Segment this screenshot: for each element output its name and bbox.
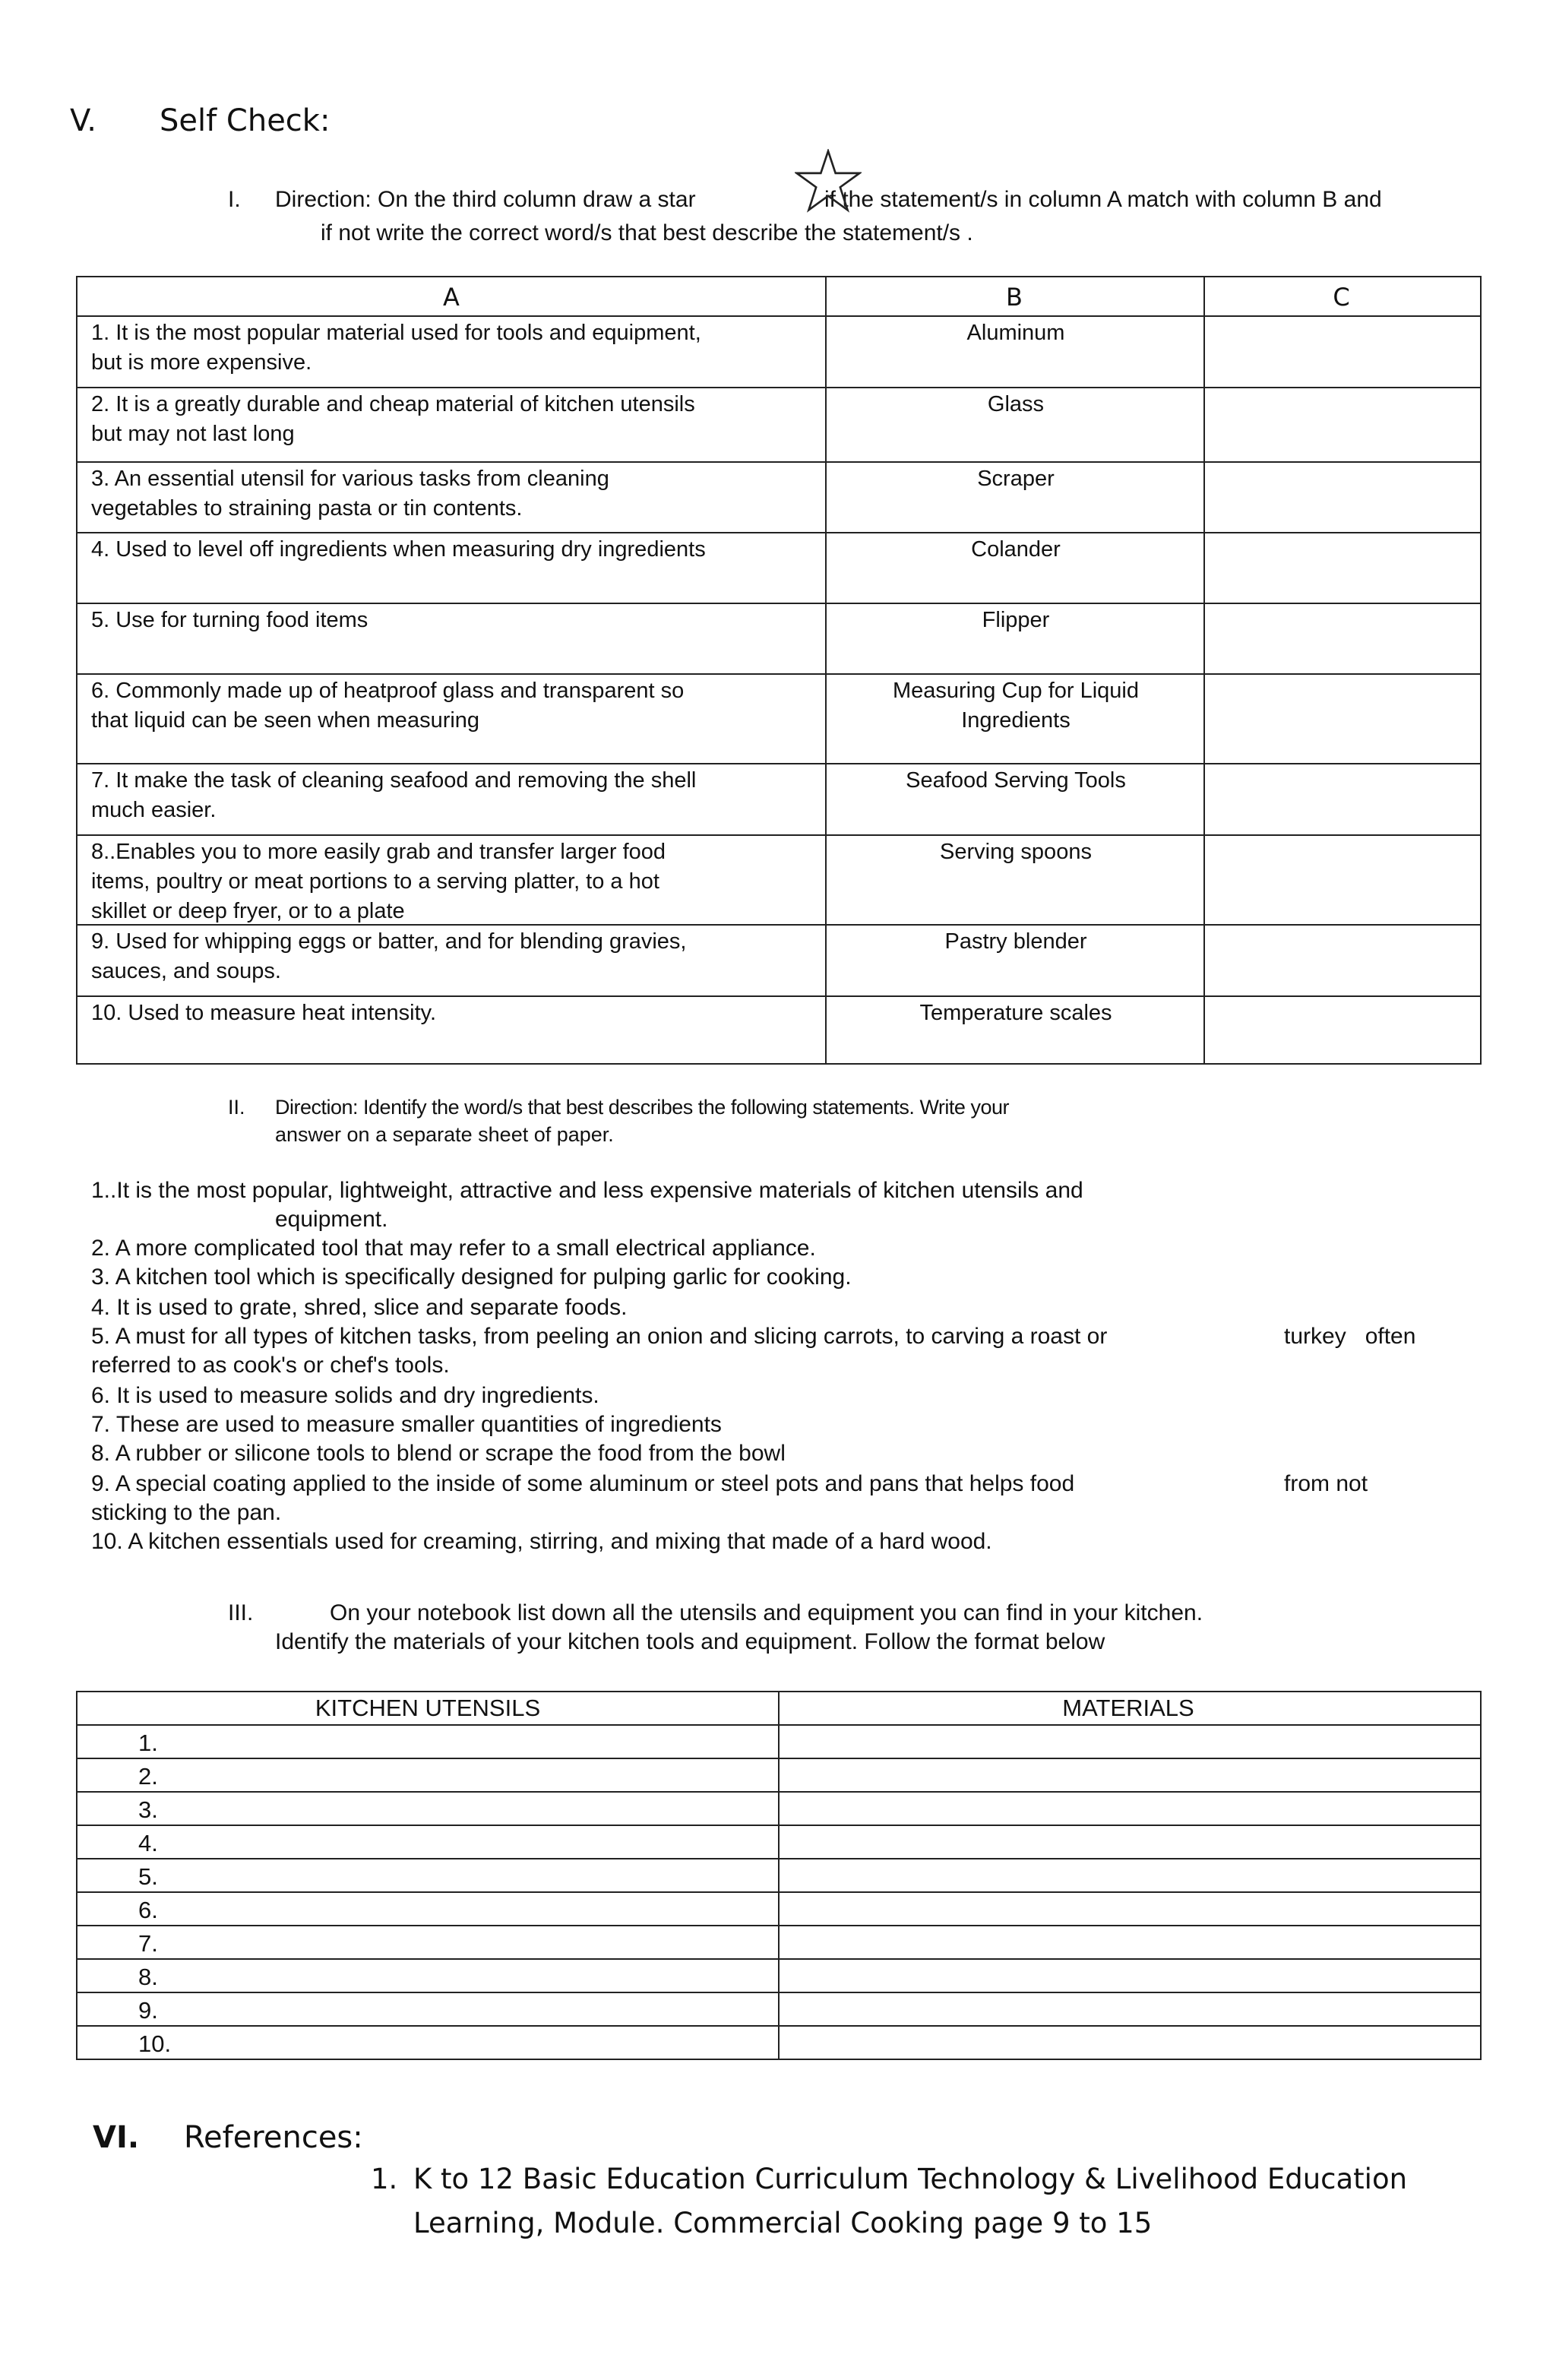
section-v-title: Self Check: <box>160 103 330 138</box>
part3-direction-line1: On your notebook list down all the utensils and equipment you can find in your kitchen. <box>330 1600 1203 1625</box>
table-row <box>77 1826 1480 1859</box>
answer-cell: Aluminum <box>966 321 1065 345</box>
table-row <box>77 388 1480 463</box>
question-4: 4. It is used to grate, shred, slice and separate foods. <box>91 1295 628 1320</box>
statement-cell: 3. An essential utensil for various tasks from cleaning vegetables to straining pasta or tin contents. <box>91 467 609 521</box>
row-number: 8. <box>138 1964 158 1990</box>
statement-cell: 2. It is a greatly durable and cheap material of kitchen utensils but may not last long <box>91 392 695 446</box>
part2-direction-line1: Direction: Identify the word/s that best describes the following statements. Write your <box>275 1096 1009 1119</box>
part1-direction-a: Direction: On the third column draw a star <box>275 187 696 212</box>
table-row <box>77 926 1480 997</box>
part1-numeral: I. <box>228 187 241 212</box>
row-number: 6. <box>138 1897 158 1923</box>
statement-cell: 7. It make the task of cleaning seafood and removing the shell much easier. <box>91 768 697 822</box>
answer-cell: Pastry blender <box>944 929 1087 954</box>
row-number: 5. <box>138 1863 158 1890</box>
row-number: 9. <box>138 1997 158 2024</box>
table-row <box>77 1993 1480 2027</box>
materials-header: MATERIALS <box>1062 1695 1194 1721</box>
table-row <box>77 1726 1480 1759</box>
part1-direction-b: if the statement/s in column A match with column B and <box>824 187 1382 212</box>
table-row <box>77 1859 1480 1893</box>
table-row <box>77 1759 1480 1793</box>
statement-cell: 1. It is the most popular material used for tools and equipment, but is more expensive. <box>91 321 701 375</box>
table-row <box>77 764 1480 836</box>
question-6: 6. It is used to measure solids and dry ingredients. <box>91 1383 599 1408</box>
question-2: 2. A more complicated tool that may refer to a small electrical appliance. <box>91 1236 816 1261</box>
matching-table <box>76 276 1482 1065</box>
statement-cell: 10. Used to measure heat intensity. <box>91 1001 437 1025</box>
statement-cell: 5. Use for turning food items <box>91 608 368 632</box>
answer-cell: Scraper <box>977 467 1055 491</box>
table-row <box>77 2027 1480 2060</box>
column-c-header: C <box>1333 283 1350 312</box>
reference-line1: K to 12 Basic Education Curriculum Technology & Livelihood Education <box>413 2163 1408 2195</box>
table-row <box>77 533 1480 604</box>
column-b-header: B <box>1006 283 1023 312</box>
table-row <box>77 463 1480 533</box>
statement-cell: 4. Used to level off ingredients when measuring dry ingredients <box>91 537 706 562</box>
question-9-tail: from not <box>1284 1471 1368 1496</box>
question-1-continued: equipment. <box>275 1207 388 1232</box>
answer-cell: Serving spoons <box>940 840 1092 864</box>
statement-cell: 8..Enables you to more easily grab and transfer larger food items, poultry or meat portions to a serving platter, to a hot skillet or deep fryer, or to a plate <box>91 840 666 923</box>
question-3: 3. A kitchen tool which is specifically designed for pulping garlic for cooking. <box>91 1264 852 1290</box>
answer-cell: Measuring Cup for Liquid Ingredients <box>892 679 1139 733</box>
table-row <box>77 604 1480 675</box>
question-5-continued: referred to as cook's or chef's tools. <box>91 1353 450 1378</box>
question-10: 10. A kitchen essentials used for creaming, stirring, and mixing that made of a hard wood. <box>91 1529 992 1554</box>
statement-cell: 6. Commonly made up of heatproof glass and transparent so that liquid can be seen when measuring <box>91 679 685 733</box>
answer-cell: Seafood Serving Tools <box>906 768 1126 793</box>
star-icon <box>795 149 862 213</box>
utensils-materials-table <box>76 1691 1482 2060</box>
kitchen-utensils-header: KITCHEN UTENSILS <box>315 1695 541 1721</box>
table-row <box>77 1960 1480 1993</box>
question-1: 1..It is the most popular, lightweight, attractive and less expensive materials of kitchen utensils and <box>91 1178 1083 1203</box>
references-title: References: <box>184 2120 363 2155</box>
table-row <box>77 997 1480 1062</box>
section-v-numeral: V. <box>70 103 96 138</box>
table-row <box>77 675 1480 764</box>
row-number: 1. <box>138 1730 158 1756</box>
table-row <box>77 836 1480 926</box>
answer-cell: Flipper <box>982 608 1050 632</box>
question-5: 5. A must for all types of kitchen tasks, from peeling an onion and slicing carrots, to carving a roast or <box>91 1324 1108 1349</box>
part3-numeral: III. <box>228 1600 254 1625</box>
table-row <box>77 317 1480 388</box>
column-a-header: A <box>443 283 460 312</box>
reference-number: 1. <box>371 2163 398 2195</box>
table-row <box>77 1926 1480 1960</box>
question-7: 7. These are used to measure smaller quantities of ingredients <box>91 1412 722 1437</box>
section-vi-numeral: VI. <box>93 2120 140 2155</box>
part2-direction-line2: answer on a separate sheet of paper. <box>275 1123 614 1146</box>
question-9-continued: sticking to the pan. <box>91 1500 282 1525</box>
question-5-tail: turkey often <box>1284 1324 1416 1349</box>
part1-direction-line2: if not write the correct word/s that best describe the statement/s . <box>321 220 973 245</box>
answer-cell: Glass <box>987 392 1045 416</box>
statement-cell: 9. Used for whipping eggs or batter, and for blending gravies, sauces, and soups. <box>91 929 687 983</box>
row-number: 10. <box>138 2030 172 2057</box>
part2-numeral: II. <box>228 1096 245 1119</box>
table-row <box>77 1793 1480 1826</box>
reference-line2: Learning, Module. Commercial Cooking page 9 to 15 <box>413 2207 1153 2239</box>
answer-cell: Temperature scales <box>919 1001 1112 1025</box>
part3-direction-line2: Identify the materials of your kitchen tools and equipment. Follow the format below <box>275 1629 1105 1654</box>
answer-cell: Colander <box>971 537 1061 562</box>
row-number: 2. <box>138 1763 158 1790</box>
row-number: 7. <box>138 1930 158 1957</box>
row-number: 4. <box>138 1830 158 1856</box>
matching-table-header <box>77 277 1480 317</box>
table-header-row <box>77 1692 1480 1726</box>
row-number: 3. <box>138 1796 158 1823</box>
table-row <box>77 1893 1480 1926</box>
question-9: 9. A special coating applied to the inside of some aluminum or steel pots and pans that helps food <box>91 1471 1075 1496</box>
question-8: 8. A rubber or silicone tools to blend or scrape the food from the bowl <box>91 1441 786 1466</box>
